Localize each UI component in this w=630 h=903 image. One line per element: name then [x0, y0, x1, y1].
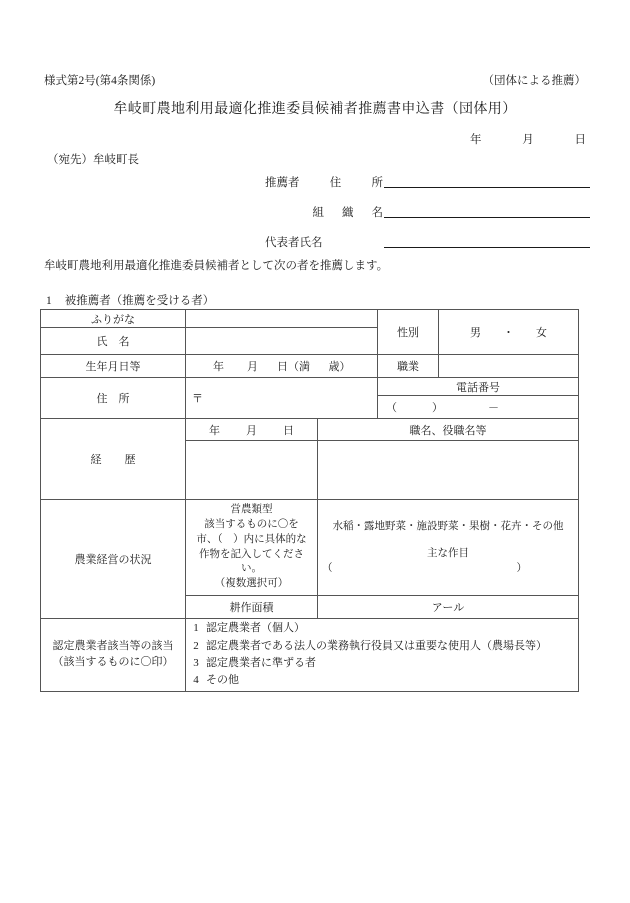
birthdate-input[interactable] — [186, 355, 378, 378]
furigana-input[interactable] — [186, 310, 378, 328]
crop-selection-cell[interactable] — [318, 500, 579, 596]
main-crop-open-paren: （ — [322, 563, 333, 575]
address-label: 住 所 — [41, 378, 186, 419]
career-position-input[interactable] — [318, 441, 579, 500]
table-row-farm-type — [41, 500, 579, 596]
list-item[interactable] — [186, 672, 578, 689]
header-right-note: （団体による推薦） — [482, 75, 586, 87]
certified-item-number: 3 — [193, 657, 199, 669]
birthdate-label: 生年月日等 — [41, 355, 186, 378]
form-number: 様式第2号(第4条関係) — [44, 75, 156, 87]
career-date-header — [186, 419, 318, 441]
recommender-org-line — [265, 190, 590, 220]
certified-item-number: 2 — [193, 639, 199, 652]
header-row — [44, 72, 586, 88]
section-1-number: 1 — [46, 295, 52, 307]
birth-month-label: 月 — [247, 361, 258, 373]
career-date-input[interactable] — [186, 441, 318, 500]
list-item[interactable] — [186, 620, 578, 637]
tel-open-paren: （ — [386, 402, 397, 414]
birth-age-label: 歳） — [328, 361, 351, 373]
certified-label-line-2: （該当するものに〇印） — [52, 656, 174, 668]
addressee: （宛先）牟岐町長 — [47, 154, 139, 166]
date-month-label: 月 — [522, 134, 534, 146]
crop-options-list[interactable]: 水稲・露地野菜・施設野菜・果樹・花卉・その他 — [332, 520, 564, 532]
main-crop-close-paren: ） — [516, 563, 527, 575]
gender-male-option[interactable]: 男 — [470, 327, 481, 339]
farm-type-desc-5: （複数選択可） — [214, 578, 289, 590]
telephone-input[interactable] — [378, 396, 579, 419]
furigana-label: ふりがな — [41, 310, 186, 328]
farm-type-desc-1: 該当するものに〇を — [204, 518, 299, 530]
certified-item-text[interactable]: 認定農業者（個人） — [206, 622, 305, 635]
certified-farmer-label — [41, 619, 186, 692]
recommender-block — [265, 160, 590, 250]
recommender-address-label — [265, 174, 383, 190]
certified-item-number: 4 — [193, 674, 199, 687]
career-label: 経 歴 — [41, 419, 186, 500]
certified-label-line-1: 認定農業者該当等の該当 — [52, 640, 174, 653]
table-row-birthdate — [41, 355, 579, 378]
gender-female-option[interactable]: 女 — [536, 327, 547, 339]
farm-status-label: 農業経営の状況 — [41, 500, 186, 619]
recommender-address-line — [265, 160, 590, 190]
recommender-org-label-a: 組 — [312, 207, 324, 219]
tel-dash: － — [488, 402, 499, 414]
telephone-label: 電話番号 — [378, 378, 579, 396]
recommender-org-label-b: 織 — [342, 207, 354, 219]
table-row-career-header — [41, 419, 579, 441]
farm-type-desc-3: 作物を記入してくださ — [199, 548, 304, 560]
recommender-rep-input[interactable] — [384, 246, 590, 248]
certified-item-text[interactable]: 認定農業者に準ずる者 — [206, 657, 316, 669]
tel-close-paren: ） — [432, 402, 443, 414]
table-row-furigana — [41, 310, 579, 328]
recommender-address-label-b: 所 — [371, 177, 383, 189]
recommender-prefix: 推薦者 — [265, 177, 300, 189]
recommender-org-input[interactable] — [384, 216, 590, 218]
occupation-label: 職業 — [378, 355, 439, 378]
certified-farmer-options[interactable] — [186, 619, 579, 692]
recommender-address-label-a: 住 — [329, 177, 342, 189]
date-day-label: 日 — [574, 134, 586, 146]
address-input[interactable] — [186, 378, 378, 419]
postal-mark-icon: 〒 — [192, 393, 203, 405]
gender-label: 性別 — [378, 310, 439, 355]
recommender-rep-line — [265, 220, 590, 250]
occupation-input[interactable] — [439, 355, 579, 378]
farm-type-desc-2: 市、（ ）内に具体的な — [196, 533, 307, 545]
date-line — [470, 131, 586, 147]
farm-type-description — [186, 500, 318, 596]
recommender-org-label-c: 名 — [371, 207, 383, 219]
nominee-table — [40, 309, 579, 692]
cultivated-area-label: 耕作面積 — [186, 596, 318, 619]
gender-separator: ・ — [503, 327, 514, 339]
page-title: 牟岐町農地利用最適化推進委員候補者推薦書申込書（団体用） — [113, 102, 517, 117]
gender-options[interactable] — [439, 310, 579, 355]
certified-item-number: 1 — [193, 622, 199, 635]
certified-item-text[interactable]: その他 — [206, 674, 239, 687]
section-1-label: 被推薦者（推薦を受ける者） — [64, 295, 215, 307]
career-year-label: 年 — [209, 424, 220, 437]
recommendation-statement: 牟岐町農地利用最適化推進委員候補者として次の者を推薦します。 — [44, 260, 389, 272]
recommender-address-input[interactable] — [384, 186, 590, 188]
cultivated-area-unit: アール — [431, 602, 465, 614]
main-crop-input[interactable] — [318, 561, 527, 576]
birth-year-label: 年 — [213, 361, 224, 373]
name-input[interactable] — [186, 328, 378, 355]
section-1-heading — [46, 292, 214, 308]
date-year-label: 年 — [470, 134, 482, 146]
farm-type-desc-4: い。 — [241, 563, 262, 575]
career-day-label: 日 — [283, 424, 294, 437]
list-item[interactable] — [186, 638, 578, 655]
table-row-certified-farmer — [41, 619, 579, 692]
list-item[interactable] — [186, 655, 578, 672]
table-row-address — [41, 378, 579, 396]
main-crop-label: 主な作目 — [427, 547, 469, 559]
farm-type-title: 営農類型 — [230, 503, 273, 515]
career-position-header: 職名、役職名等 — [318, 419, 579, 441]
certified-item-text[interactable]: 認定農業者である法人の業務執行役員又は重要な使用人（農場長等） — [206, 639, 547, 652]
career-month-label: 月 — [246, 424, 257, 437]
name-label: 氏 名 — [41, 328, 186, 355]
birth-day-label: 日（満 — [277, 361, 310, 373]
recommender-org-label — [265, 204, 383, 220]
cultivated-area-input[interactable] — [318, 596, 579, 619]
recommender-rep-label: 代表者氏名 — [265, 237, 323, 249]
